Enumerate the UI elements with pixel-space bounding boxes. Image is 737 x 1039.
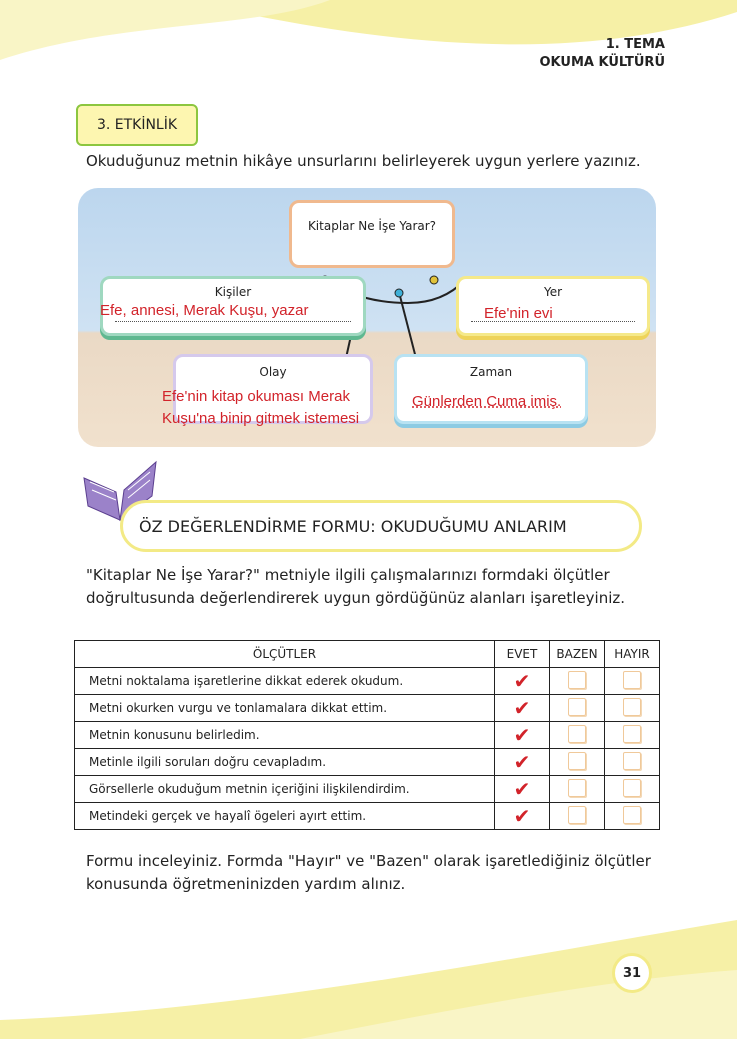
criterion: Metindeki gerçek ve hayalî ögeleri ayırt ettim. <box>75 803 495 830</box>
table-row <box>75 695 660 722</box>
self-assessment-table <box>74 640 660 830</box>
criterion: Metinle ilgili soruları doğru cevapladım. <box>75 749 495 776</box>
header-hayir: HAYIR <box>605 641 660 668</box>
checkmark-icon: ✔︎ <box>513 777 531 801</box>
cell-hayir[interactable] <box>605 803 660 830</box>
cell-bazen[interactable] <box>550 749 605 776</box>
checkbox[interactable] <box>568 806 586 824</box>
header-olcutler: ÖLÇÜTLER <box>75 641 495 668</box>
form-outro: Formu inceleyiniz. Formda "Hayır" ve "Bazen" olarak işaretlediğiniz ölçütler konusunda öğretmeninizden yardım alınız. <box>86 852 651 893</box>
cell-bazen[interactable] <box>550 668 605 695</box>
checkbox[interactable] <box>623 671 641 689</box>
cell-hayir[interactable] <box>605 749 660 776</box>
cell-hayir[interactable] <box>605 722 660 749</box>
yer-answer: Efe'nin evi <box>484 305 553 322</box>
kisiler-line <box>115 321 351 322</box>
cell-hayir[interactable] <box>605 776 660 803</box>
criterion: Metni noktalama işaretlerine dikkat ederek okudum. <box>75 668 495 695</box>
checkbox[interactable] <box>568 698 586 716</box>
kisiler-answer: Efe, annesi, Merak Kuşu, yazar <box>100 302 309 319</box>
checkmark-icon: ✔︎ <box>513 696 531 720</box>
cell-bazen[interactable] <box>550 695 605 722</box>
checkmark-icon: ✔︎ <box>513 804 531 828</box>
cell-evet[interactable] <box>495 749 550 776</box>
yer-label: Yer <box>543 285 563 299</box>
cell-evet[interactable] <box>495 695 550 722</box>
zaman-label: Zaman <box>469 365 513 379</box>
checkbox[interactable] <box>623 779 641 797</box>
olay-answer-line1: Efe'nin kitap okuması Merak <box>162 388 350 405</box>
checkbox[interactable] <box>568 752 586 770</box>
checkbox[interactable] <box>623 698 641 716</box>
criterion: Metni okurken vurgu ve tonlamalara dikkat ettim. <box>75 695 495 722</box>
header-evet: EVET <box>495 641 550 668</box>
cell-evet[interactable] <box>495 722 550 749</box>
form-title: ÖZ DEĞERLENDİRME FORMU: OKUDUĞUMU ANLARIM <box>120 500 642 552</box>
olay-label: Olay <box>259 365 287 379</box>
activity-instruction: Okuduğunuz metnin hikâye unsurlarını belirleyerek uygun yerlere yazınız. <box>86 152 641 170</box>
table-row <box>75 803 660 830</box>
checkmark-icon: ✔︎ <box>513 750 531 774</box>
table-row <box>75 722 660 749</box>
cell-evet[interactable] <box>495 803 550 830</box>
zaman-card <box>394 354 588 424</box>
olay-answer-line2: Kuşu'na binip gitmek istemesi <box>162 410 360 427</box>
checkmark-icon: ✔︎ <box>513 669 531 693</box>
criterion: Metnin konusunu belirledim. <box>75 722 495 749</box>
theme-name: OKUMA KÜLTÜRÜ <box>539 55 665 70</box>
story-title: Kitaplar Ne İşe Yarar? <box>307 219 437 233</box>
theme-header <box>540 36 666 72</box>
cell-bazen[interactable] <box>550 776 605 803</box>
cell-hayir[interactable] <box>605 668 660 695</box>
cell-evet[interactable] <box>495 776 550 803</box>
table-row <box>75 749 660 776</box>
title-card <box>289 200 455 268</box>
cell-evet[interactable] <box>495 668 550 695</box>
theme-number: 1. TEMA <box>605 37 665 52</box>
form-intro: "Kitaplar Ne İşe Yarar?" metniyle ilgili çalışmalarınızı formdaki ölçütler doğrultusunda değerlendirerek uygun gördüğünüz alanları işaretleyiniz. <box>86 566 626 607</box>
checkbox[interactable] <box>568 671 586 689</box>
criterion: Görsellerle okuduğum metnin içeriğini ilişkilendirdim. <box>75 776 495 803</box>
kisiler-label: Kişiler <box>214 285 252 299</box>
page-number: 31 <box>612 953 652 993</box>
checkmark-icon: ✔︎ <box>513 723 531 747</box>
table-header-row <box>75 641 660 668</box>
table-row <box>75 776 660 803</box>
checkbox[interactable] <box>623 806 641 824</box>
zaman-answer: Günlerden Cuma imiş. <box>412 393 562 410</box>
table-row <box>75 668 660 695</box>
checkbox[interactable] <box>623 752 641 770</box>
activity-badge: 3. ETKİNLİK <box>76 104 198 146</box>
header-bazen: BAZEN <box>550 641 605 668</box>
checkbox[interactable] <box>623 725 641 743</box>
cell-bazen[interactable] <box>550 803 605 830</box>
cell-hayir[interactable] <box>605 695 660 722</box>
story-map-panel <box>78 188 656 447</box>
checkbox[interactable] <box>568 725 586 743</box>
cell-bazen[interactable] <box>550 722 605 749</box>
checkbox[interactable] <box>568 779 586 797</box>
